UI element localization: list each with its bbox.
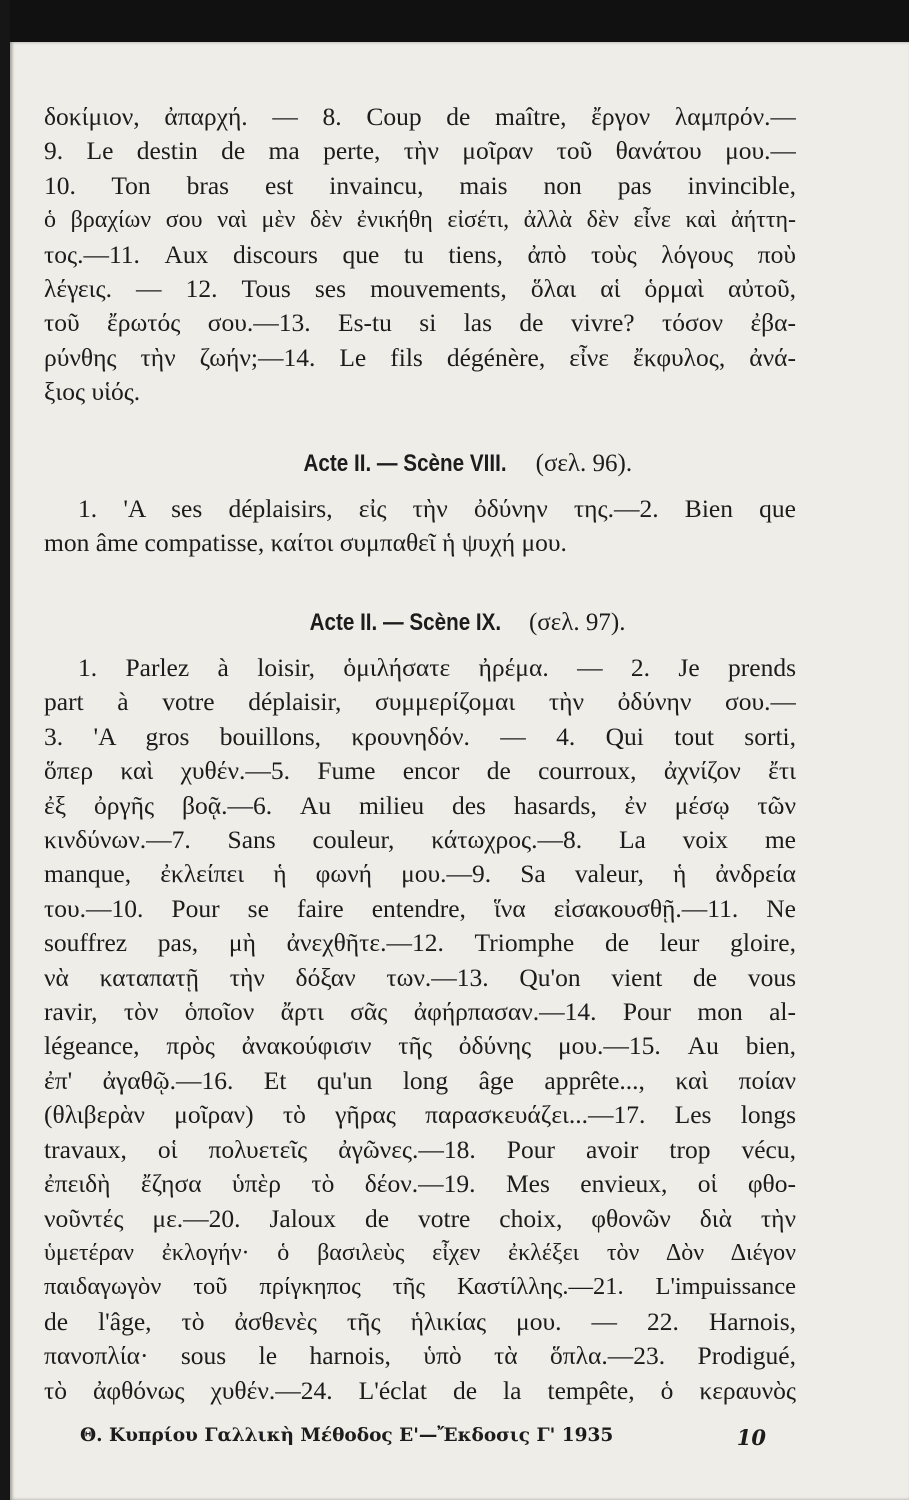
text-line: τοῦ ἔρωτός σου.—13. Es-tu si las de vivre? τόσον ἐβα- <box>44 308 796 338</box>
text-line: τὸ ἀφθόνως χυθέν.—24. L'éclat de la tempête, ὁ κεραυνὸς <box>44 1375 796 1405</box>
text-line: παιδαγωγὸν τοῦ πρίγκηπος τῆς Καστίλλης.—21. L'impuissance <box>44 1273 796 1301</box>
text-line: ἐξ ὀργῆς βοᾷ.—6. Au milieu des hasards, ἐν μέσῳ τῶν <box>44 790 796 820</box>
text-line: travaux, οἱ πολυετεῖς ἀγῶνες.—18. Pour avoir trop vécu, <box>44 1134 796 1164</box>
publication-info: Θ. Κυπρίου Γαλλικὴ Μέθοδος Ε'—Ἔκδοσις Γ' 1935 <box>80 1425 614 1446</box>
act-scene-title: Acte II. — Scène VIII. <box>303 450 507 477</box>
text-line: δοκίμιον, ἀπαρχή. — 8. Coup de maître, ἔργον λαμπρόν.— <box>44 102 796 131</box>
text-line: part à votre déplaisir, συμμερίζομαι τὴν ὀδύνην σου.— <box>44 687 796 717</box>
text-line: 1. 'A ses déplaisirs, εἰς τὴν ὀδύνην της.—2. Bien que <box>78 494 796 523</box>
text-line: manque, ἐκλείπει ἡ φωνή μου.—9. Sa valeur, ἡ ἀνδρεία <box>44 859 796 889</box>
page-reference: (σελ. 97). <box>528 609 626 636</box>
text-line: πανοπλία· sous le harnois, ὑπὸ τὰ ὅπλα.—23. Prodigué, <box>44 1341 796 1371</box>
section-heading-scene-ix <box>10 609 909 637</box>
vocabulary-paragraph-3 <box>44 651 796 1408</box>
vocabulary-paragraph-1 <box>44 100 796 410</box>
text-line: λέγεις. — 12. Tous ses mouvements, ὅλαι αἱ ὁρμαὶ αὐτοῦ, <box>44 274 796 304</box>
page-reference: (σελ. 96). <box>535 450 633 477</box>
text-line: νὰ καταπατῇ τὴν δόξαν των.—13. Qu'on vient de vous <box>44 962 796 992</box>
text-line: souffrez pas, μὴ ἀνεχθῆτε.—12. Triomphe de leur gloire, <box>44 928 796 958</box>
text-line: mon âme compatisse, καίτοι συμπαθεῖ ἡ ψυχή μου. <box>44 528 567 558</box>
text-line: ravir, τὸν ὁποῖον ἄρτι σᾶς ἀφήρπασαν.—14. Pour mon al- <box>44 997 796 1027</box>
text-line: ὁ βραχίων σου ναὶ μὲν δὲν ἐνικήθη εἰσέτι, ἀλλὰ δὲν εἶνε καὶ ἀήττη- <box>44 207 796 234</box>
vocabulary-paragraph-2 <box>44 492 796 561</box>
text-line: του.—10. Pour se faire entendre, ἵνα εἰσακουσθῇ.—11. Ne <box>44 893 796 923</box>
act-scene-title: Acte II. — Scène IX. <box>309 609 501 636</box>
text-line: légeance, πρὸς ἀνακούφισιν τῆς ὀδύνης μου.—15. Au bien, <box>44 1031 796 1061</box>
text-line: 9. Le destin de ma perte, τὴν μοῖραν τοῦ θανάτου μου.— <box>44 136 796 166</box>
text-line: 1. Parlez à loisir, ὁμιλήσατε ἠρέμα. — 2. Je prends <box>78 653 796 682</box>
scanner-left-border <box>0 0 10 1500</box>
text-line: νοῦντές με.—20. Jaloux de votre choix, φθονῶν διὰ τὴν <box>44 1203 796 1233</box>
text-line: ἐπ' ἀγαθῷ.—16. Et qu'un long âge apprête..., καὶ ποίαν <box>44 1065 796 1095</box>
text-line: κινδύνων.—7. Sans couleur, κάτωχρος.—8. La voix me <box>44 825 796 855</box>
text-line: ξιος υἱός. <box>44 377 141 407</box>
text-line: de l'âge, τὸ ἀσθενὲς τῆς ἡλικίας μου. — 22. Harnois, <box>44 1306 796 1336</box>
text-line: τος.—11. Aux discours que tu tiens, ἀπὸ τοὺς λόγους ποὺ <box>44 239 796 269</box>
text-line: 10. Ton bras est invaincu, mais non pas invincible, <box>44 170 796 200</box>
text-line: (θλιβερὰν μοῖραν) τὸ γῆρας παρασκευάζει...—17. Les longs <box>44 1100 796 1130</box>
text-line: ἐπειδὴ ἔζησα ὑπὲρ τὸ δέον.—19. Mes envieux, οἱ φθο- <box>44 1169 796 1199</box>
text-line: ρύνθης τὴν ζωήν;—14. Le fils dégénère, εἶνε ἔκφυλος, ἀνά- <box>44 342 796 372</box>
text-line: ὅπερ καὶ χυθέν.—5. Fume encor de courroux, ἀχνίζον ἔτι <box>44 756 796 786</box>
section-heading-scene-viii <box>10 450 909 478</box>
book-page <box>10 42 909 1500</box>
scanner-top-border <box>0 0 909 42</box>
text-line: ὑμετέραν ἐκλογήν· ὁ βασιλεὺς εἶχεν ἐκλέξει τὸν Δὸν Διέγον <box>44 1239 796 1266</box>
page-number: 10 <box>736 1425 766 1450</box>
text-line: 3. 'A gros bouillons, κρουνηδόν. — 4. Qui tout sorti, <box>44 721 796 751</box>
